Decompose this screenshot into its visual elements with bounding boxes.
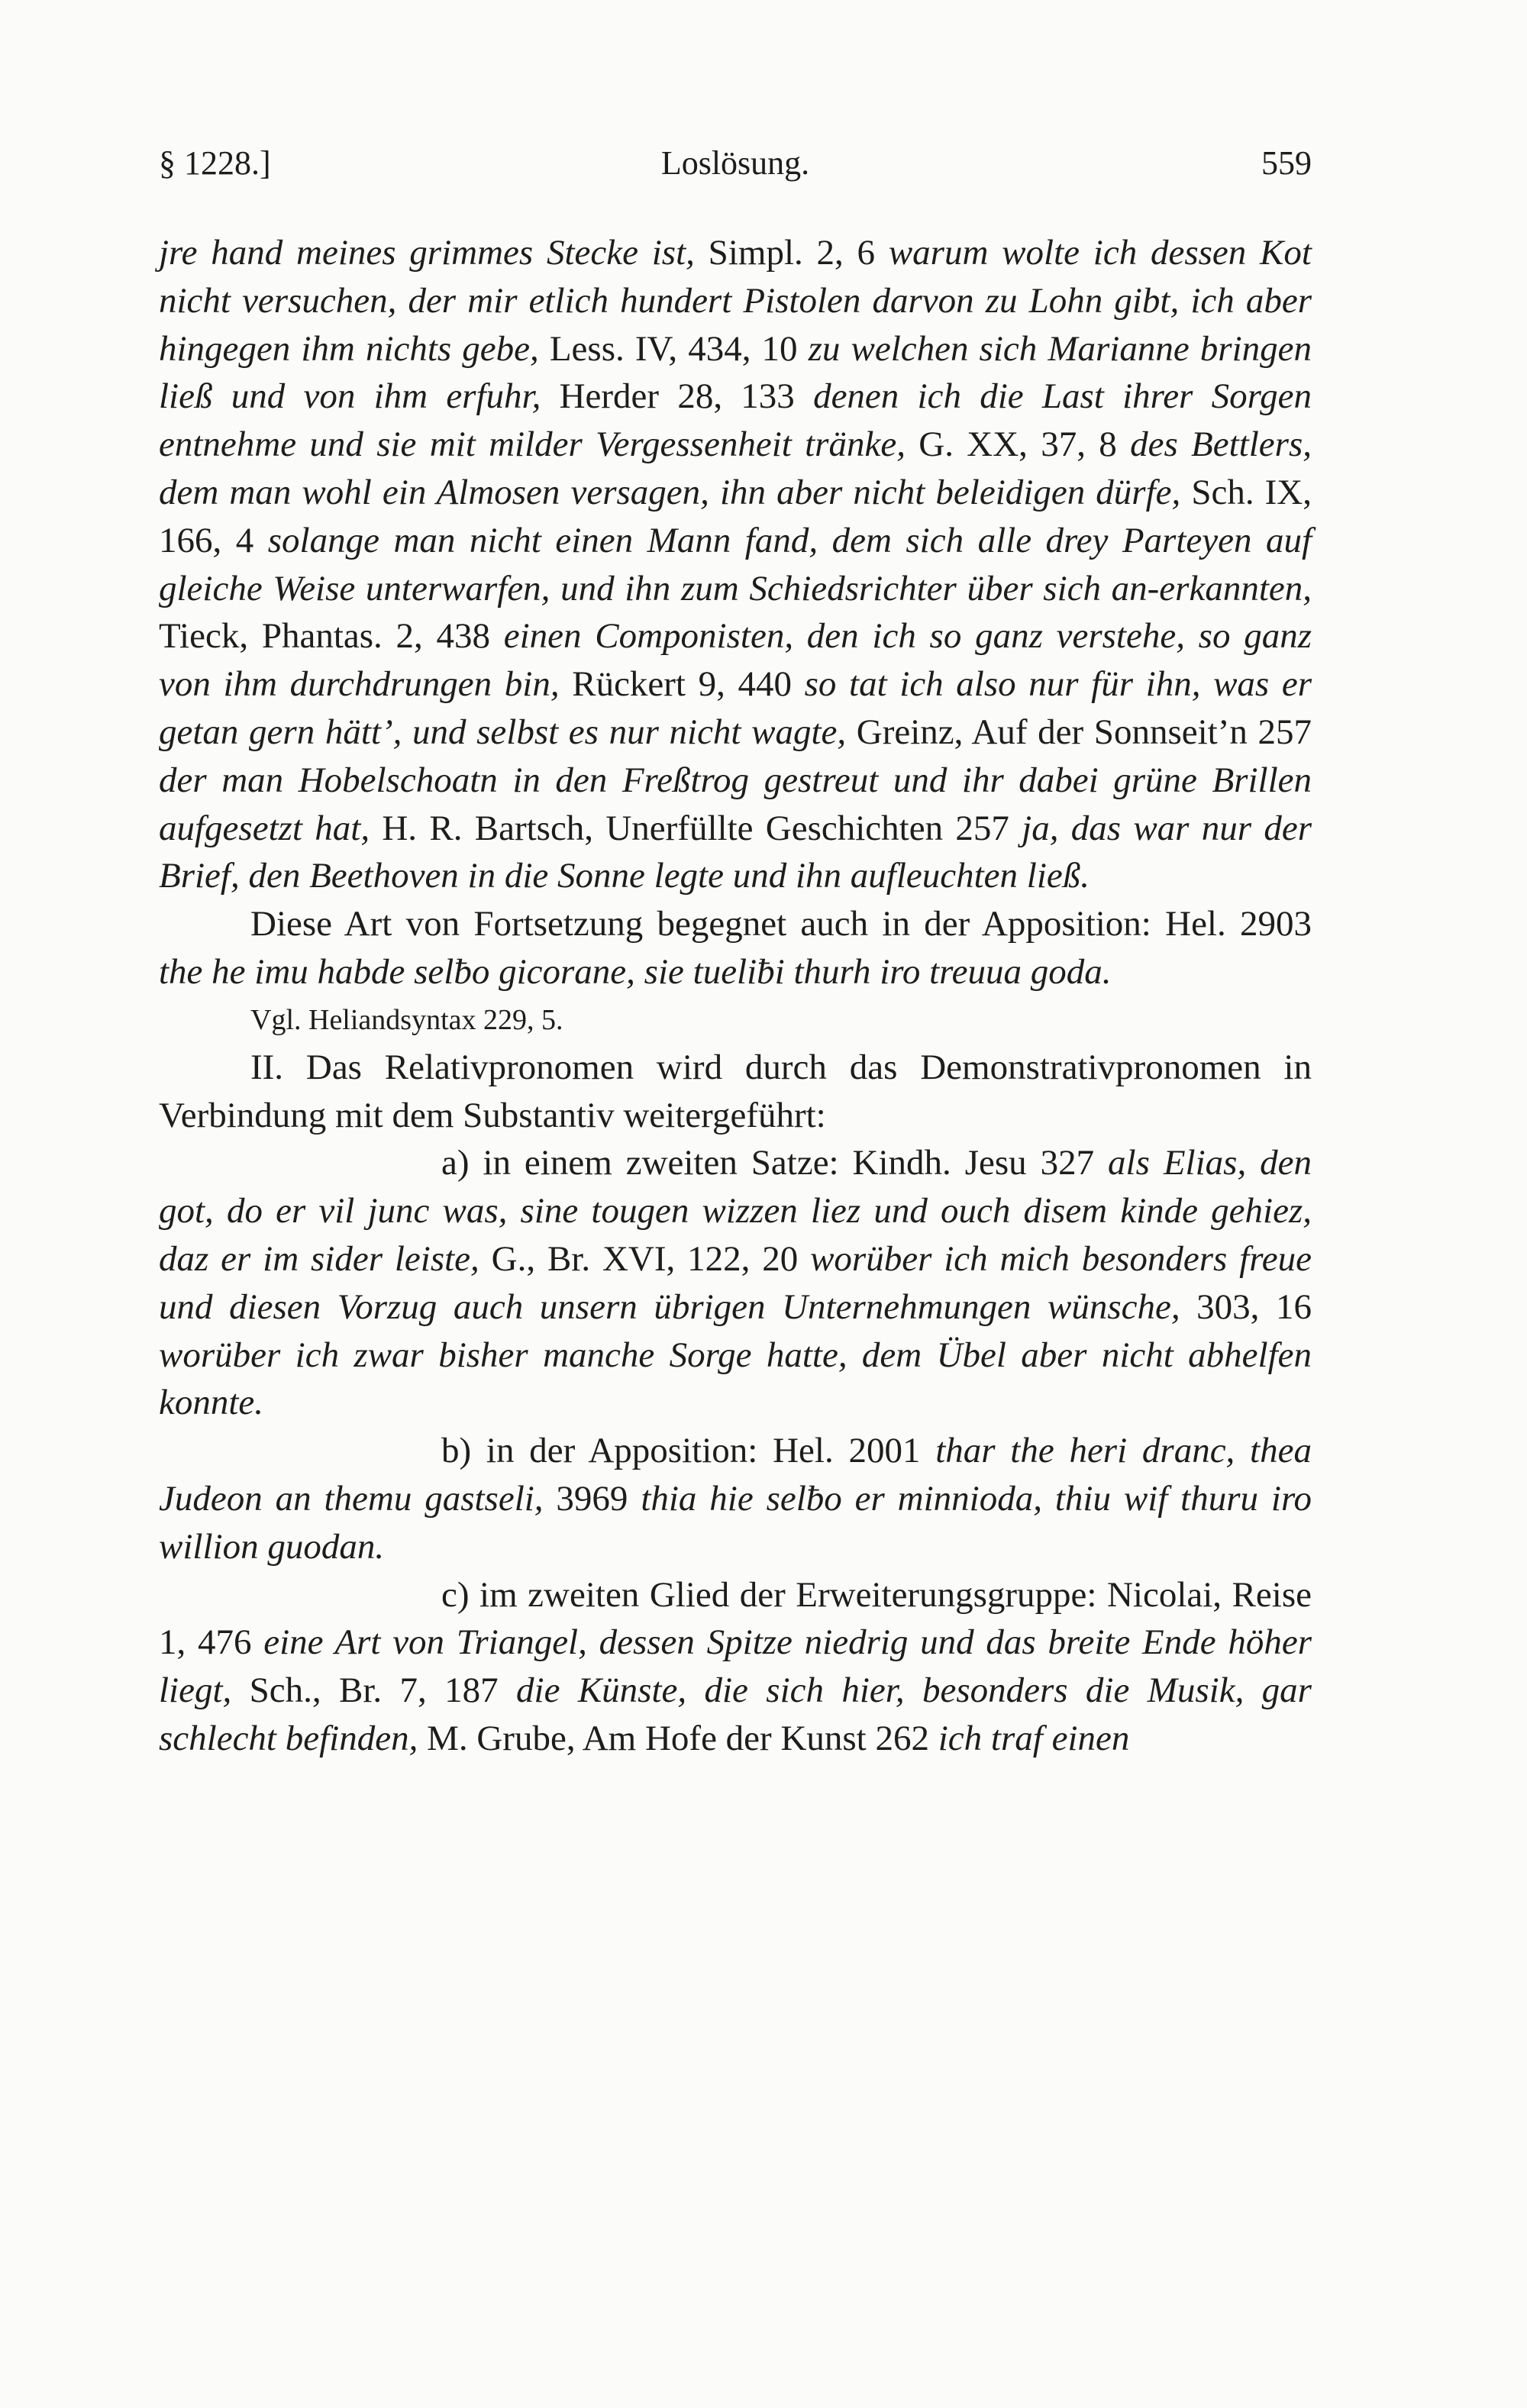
paragraph-section-two <box>159 1044 1312 1140</box>
quotation-text: einen Componisten, den ich so ganz verstehe, so ganz von ihm durchdrungen bin, <box>159 616 1312 705</box>
citation-text: H. R. Bartsch, Unerfüllte Geschichten 257 <box>370 808 1022 848</box>
citation-text: c) im zweiten Glied der Erweiterungsgruppe: Nicolai, Reise 1, 476 <box>159 1574 1312 1663</box>
citation-text: Simpl. 2, 6 <box>694 233 889 273</box>
quotation-text: thar the heri dranc, thea Judeon an themu gastseli, <box>159 1431 1312 1519</box>
citation-text: Less. IV, 434, 10 <box>538 328 809 369</box>
quotation-text: der man Hobelschoatn in den Freßtrog gestreut und ihr dabei grüne Brillen aufgesetzt hat, <box>159 760 1312 848</box>
quotation-text: solange man nicht einen Mann fand, dem sich alle drey Parteyen auf gleiche Weise unterwarfen, und ihn zum Schiedsrichter über sich an-erkannten, <box>159 520 1312 608</box>
paragraph-continued-examples <box>159 229 1312 900</box>
running-title: Loslösung. <box>660 144 810 182</box>
citation-text: Sch., Br. 7, 187 <box>231 1670 517 1711</box>
citation-text: b) in der Apposition: Hel. 2001 <box>441 1431 936 1471</box>
citation-text: G., Br. XVI, 122, 20 <box>479 1238 811 1279</box>
quotation-text: zu welchen sich Marianne bringen ließ und von ihm erfuhr, <box>159 328 1312 417</box>
citation-text: Diese Art von Fortsetzung begegnet auch in der Apposition: Hel. 2903 <box>250 904 1312 944</box>
citation-text: II. Das Relativpronomen wird durch das Demonstrativpronomen in Verbindung mit dem Substantiv weitergeführt: <box>159 1047 1312 1135</box>
citation-text: M. Grube, Am Hofe der Kunst 262 <box>418 1718 938 1758</box>
quotation-text: ich traf einen <box>938 1718 1130 1758</box>
quotation-text: des Bettlers, dem man wohl ein Almosen versagen, ihn aber nicht beleidigen dürfe, <box>159 424 1312 512</box>
citation-text: G. XX, 37, 8 <box>905 424 1131 465</box>
page-number: 559 <box>1261 144 1312 182</box>
quotation-text: the he imu habde selƀo gicorane, sie tueliƀi thurh iro treuua goda. <box>159 951 1112 992</box>
citation-text: Sch. IX, 166, 4 <box>159 472 1312 560</box>
quotation-text: warum wolte ich dessen Kot nicht versuchen, der mir etlich hundert Pistolen darvon zu Lohn gibt, ich aber hingegen ihm nichts gebe, <box>159 233 1312 369</box>
quotation-text: thia hie selƀo er minnioda, thiu wif thuru iro willion guodan. <box>159 1478 1312 1567</box>
paragraph-apposition <box>159 900 1312 996</box>
quotation-text: als Elias, den got, do er vil junc was, sine tougen wizzen liez und ouch disem kinde gehiez, daz er im sider leiste, <box>159 1143 1312 1279</box>
page-body <box>159 229 1312 1763</box>
quotation-text: worüber ich zwar bisher manche Sorge hatte, dem Übel aber nicht abhelfen konnte. <box>159 1335 1312 1423</box>
citation-text: Greinz, Auf der Sonnseit’n 257 <box>846 712 1312 752</box>
citation-text: Rückert 9, 440 <box>559 664 805 705</box>
quotation-text: die Künste, die sich hier, besonders die Musik, gar schlecht befinden, <box>159 1670 1312 1758</box>
citation-text: Herder 28, 133 <box>541 376 814 417</box>
quotation-text: so tat ich also nur für ihn, was er getan gern hätt’, und selbst es nur nicht wagte, <box>159 664 1312 752</box>
quotation-text: ja, das war nur der Brief, den Beethoven in die Sonne legte und ihn aufleuchten ließ. <box>159 808 1312 896</box>
citation-text: a) in einem zweiten Satze: Kindh. Jesu 327 <box>441 1143 1109 1183</box>
citation-text: Vgl. Heliandsyntax 229, 5. <box>250 1003 563 1036</box>
citation-text: 3969 <box>543 1478 641 1519</box>
subsection-a <box>159 1139 1312 1427</box>
subsection-b <box>159 1427 1312 1570</box>
running-header <box>159 144 1312 189</box>
subsection-c <box>159 1571 1312 1763</box>
citation-text: 303, 16 <box>1180 1286 1312 1327</box>
quotation-text: worüber ich mich besonders freue und diesen Vorzug auch unsern übrigen Unternehmungen wünsche, <box>159 1238 1312 1327</box>
quotation-text: denen ich die Last ihrer Sorgen entnehme und sie mit milder Vergessenheit tränke, <box>159 376 1312 465</box>
citation-text: Tieck, Phantas. 2, 438 <box>159 616 504 657</box>
reference-note <box>159 996 1312 1044</box>
section-reference: § 1228.] <box>159 144 271 182</box>
quotation-text: eine Art von Triangel, dessen Spitze niedrig und das breite Ende höher liegt, <box>159 1622 1312 1711</box>
quotation-text: jre hand meines grimmes Stecke ist, <box>159 233 695 273</box>
